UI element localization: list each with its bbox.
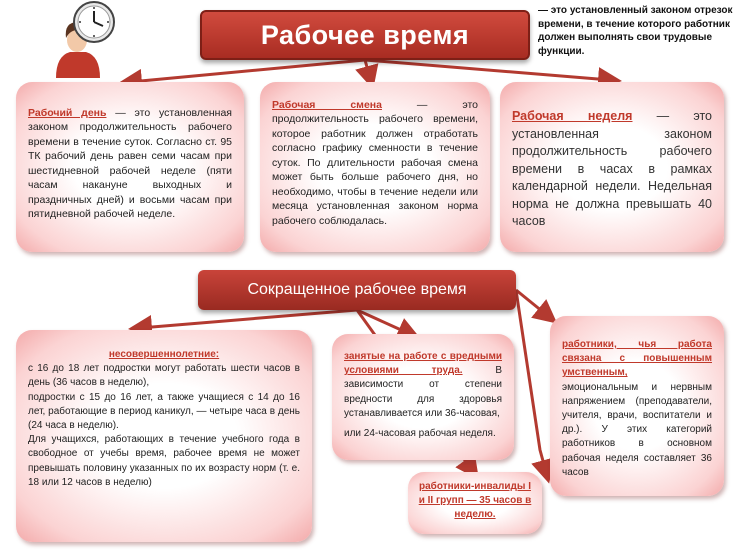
- work-shift-text: — это продолжительность рабочего времени, которое работник должен отработать согласно графику сменности в течение суток. По длительности рабочая смена может быть больше рабочего дня, но необходимо, чтобы в течение недели или месяца установленная законом норма рабочего соблюдалась.: [272, 99, 478, 227]
- work-time-definition: — это установленный законом отрезок времени, в течение которого работник должен выполнять свои трудовые функции.: [538, 5, 733, 57]
- work-day-text: — это установленная законом продолжительность рабочего времени в течение суток. Согласно ст. 95 ТК рабочий день равен семи часам при шестидневной рабочей неделе (пяти часам накануне выходных и праздничных дней) и восьми часам при пятидневной рабочей неделе.: [28, 107, 232, 221]
- arrow-to-long: [516, 290, 546, 472]
- harmful-conditions-box: [332, 334, 514, 460]
- main-title: Рабочее время: [260, 19, 470, 50]
- mental-term: работники, чья работа связана с повышенным умственным,: [562, 339, 712, 379]
- work-week-box: [500, 82, 724, 252]
- main-title-bar: [200, 10, 530, 60]
- minors-line-1: с 16 до 18 лет подростки могут работать шести часов в день (36 часов в неделю),: [28, 363, 300, 389]
- arrow-to-work-day: [130, 60, 365, 82]
- work-shift-box: [260, 82, 490, 252]
- disabled-term: работники-инвалиды I и II групп — 35 часов в неделю.: [418, 481, 532, 521]
- work-day-box: [16, 82, 244, 252]
- minors-line-3: Для учащихся, работающих в течение учебного года в свободное от учебы время, рабочее время не может превышать половину указанных по их возрасту норм (т. е. 18 или 12 часов в неделю): [28, 434, 300, 488]
- disabled-workers-box: [408, 472, 542, 534]
- clock-woman-illustration: [42, 0, 122, 78]
- work-week-term: Рабочая неделя: [512, 109, 633, 123]
- work-day-term: Рабочий день: [28, 107, 107, 119]
- reduced-time-title: Сокращенное рабочее время: [247, 281, 467, 298]
- minors-box: [16, 330, 312, 542]
- harmful-text-2: или 24-часовая рабочая неделя.: [344, 427, 496, 439]
- minors-line-2: подростки с 15 до 16 лет, а также учащиеся с 14 до 16 лет, работающие в период каникул, — четыре часа в день (24 часа в неделю).: [28, 391, 300, 431]
- minors-term: несовершеннолетние:: [108, 349, 220, 360]
- arrow-to-minors: [140, 310, 357, 328]
- mental-text: эмоциональным и нервным напряжением (преподаватели, учителя, врачи, воспитатели и др.). У этих категорий работников в основном рабочая неделя составляет 36 часов: [562, 381, 712, 478]
- reduced-time-bar: [198, 270, 516, 310]
- mental-strain-box: [550, 316, 724, 496]
- arrow-to-work-shift: [365, 60, 370, 78]
- work-shift-term: Рабочая смена: [272, 99, 382, 111]
- harmful-text: В зависимости от степени вредности для здоровья устанавливается или 36-часовая,: [344, 365, 503, 419]
- harmful-term: занятые на работе с вредными условиями труда.: [344, 351, 502, 377]
- arrow-to-work-week: [365, 60, 610, 80]
- work-week-text: — это установленная законом продолжительность рабочего времени в часах в рамках календарной недели. Недельная норма не должна превышать 40 часов: [512, 109, 712, 228]
